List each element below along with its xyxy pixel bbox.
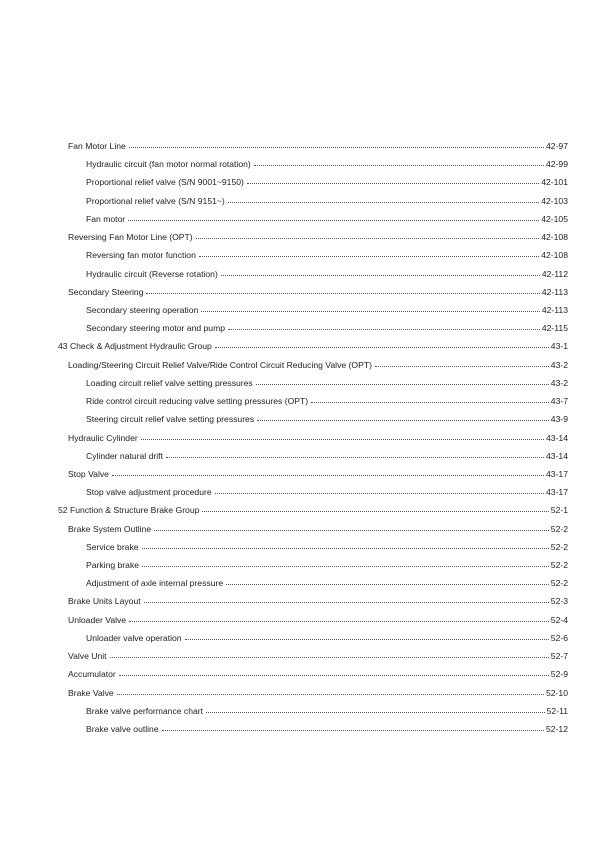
toc-entry-page-number: 43-2 — [550, 377, 568, 388]
toc-entry-title: Secondary steering operation — [86, 304, 199, 315]
dot-leader — [110, 649, 549, 659]
dot-leader — [247, 175, 539, 185]
toc-entry-title: Fan Motor Line — [68, 141, 126, 151]
toc-entry-page-number: 52-7 — [550, 651, 568, 662]
toc-entry — [0, 629, 596, 647]
toc-entry-page-number: 42-101 — [541, 177, 568, 188]
toc-entry-title: Loading/Steering Circuit Relief Valve/Ride Control Circuit Reducing Valve (OPT) — [68, 359, 372, 370]
toc-entry-page-number: 42-113 — [541, 304, 568, 315]
dot-leader — [144, 594, 549, 604]
toc-entry-title: Secondary steering motor and pump — [86, 323, 226, 334]
toc-entry-page-number: 52-4 — [550, 614, 568, 625]
dot-leader — [196, 230, 540, 240]
toc-entry — [0, 647, 596, 665]
toc-entry — [0, 556, 596, 574]
dot-leader — [154, 522, 549, 532]
toc-entry-page-number: 43-1 — [550, 341, 568, 352]
toc-entry — [0, 173, 596, 191]
toc-entry-page-number: 52-3 — [550, 596, 568, 607]
toc-entry-page-number: 43-17 — [546, 487, 568, 498]
toc-entry-title: Unloader valve operation — [86, 632, 182, 643]
toc-entry-title: Hydraulic circuit (Reverse rotation) — [86, 268, 218, 279]
toc-entry — [0, 592, 596, 610]
toc-entry-page-number: 42-99 — [546, 159, 568, 170]
dot-leader — [375, 358, 549, 368]
toc-entry-page-number: 43-2 — [550, 359, 568, 370]
dot-leader — [142, 540, 549, 550]
dot-leader — [228, 321, 540, 331]
dot-leader — [166, 449, 544, 459]
toc-entry — [0, 665, 596, 683]
toc-entry-title: Brake valve performance chart — [86, 705, 204, 716]
toc-entry — [0, 337, 596, 355]
toc-entry-title: Parking brake — [86, 560, 140, 571]
dot-leader — [311, 394, 549, 404]
toc-entry-page-number: 43-14 — [546, 432, 568, 443]
toc-entry-page-number: 42-115 — [541, 323, 568, 334]
dot-leader — [215, 339, 549, 349]
toc-entry-page-number: 52-11 — [546, 705, 568, 716]
dot-leader — [215, 485, 544, 495]
toc-entry — [0, 192, 596, 210]
dot-leader — [202, 503, 548, 513]
toc-entry-page-number: 52-2 — [550, 541, 568, 552]
dot-leader — [185, 631, 549, 641]
dot-leader — [228, 194, 539, 204]
dot-leader — [226, 576, 549, 586]
toc-entry — [0, 155, 596, 173]
toc-entry-title: Steering circuit relief valve setting pressures — [86, 414, 255, 425]
toc-entry-title: Reversing fan motor function — [86, 250, 196, 261]
toc-entry-page-number: 52-2 — [550, 578, 568, 589]
toc-entry-title: Hydraulic circuit (fan motor normal rotation) — [86, 159, 251, 170]
toc-entry-page-number: 42-105 — [541, 213, 568, 224]
toc-entry-page-number: 52-2 — [550, 560, 568, 571]
toc-entry — [0, 265, 596, 283]
toc-entry-page-number: 52-9 — [550, 669, 568, 680]
dot-leader — [257, 412, 549, 422]
toc-entry-page-number: 42-108 — [541, 250, 568, 261]
toc-entry — [0, 246, 596, 264]
toc-entry-page-number: 43-7 — [550, 396, 568, 407]
dot-leader — [112, 467, 544, 477]
toc-entry-title: Fan motor — [86, 213, 126, 224]
toc-entry-title: Brake valve outline — [86, 724, 159, 734]
toc-entry — [0, 301, 596, 319]
toc-entry — [0, 283, 596, 301]
toc-entry-title: Brake System Outline — [68, 523, 152, 534]
toc-entry-title: Reversing Fan Motor Line (OPT) — [68, 232, 193, 243]
toc-entry — [0, 684, 596, 702]
toc-entry-title: 52 Function & Structure Brake Group — [58, 505, 200, 516]
toc-entry — [0, 137, 596, 155]
toc-entry-title: Loading circuit relief valve setting pressures — [86, 377, 253, 388]
dot-leader — [128, 212, 539, 222]
toc-entry-page-number: 52-1 — [550, 505, 568, 516]
toc-entry-title: Proportional relief valve (S/N 9001~9150) — [86, 177, 244, 188]
dot-leader — [162, 722, 544, 732]
toc-entry-title: Brake Units Layout — [68, 596, 141, 607]
toc-entry — [0, 574, 596, 592]
toc-entry — [0, 374, 596, 392]
toc-entry-page-number: 52-2 — [550, 523, 568, 534]
toc-entry-page-number: 42-113 — [541, 286, 568, 297]
toc-entry — [0, 210, 596, 228]
toc-entry-title: Service brake — [86, 541, 139, 552]
toc-entry-title: Stop valve adjustment procedure — [86, 487, 212, 498]
dot-leader — [199, 248, 539, 258]
toc-entry-title: Stop Valve — [68, 468, 109, 479]
toc-entry-title: Brake Valve — [68, 687, 114, 698]
dot-leader — [141, 431, 544, 441]
toc-entry — [0, 319, 596, 337]
dot-leader — [142, 558, 549, 568]
toc-entry-title: Valve Unit — [68, 651, 107, 662]
dot-leader — [206, 704, 545, 714]
toc-entry — [0, 538, 596, 556]
toc-entry — [0, 611, 596, 629]
table-of-contents — [0, 137, 596, 738]
toc-entry-title: 43 Check & Adjustment Hydraulic Group — [58, 341, 212, 352]
dot-leader — [221, 267, 540, 277]
toc-entry — [0, 483, 596, 501]
toc-entry-page-number: 52-10 — [546, 687, 568, 698]
dot-leader — [256, 376, 549, 386]
toc-entry-title: Ride control circuit reducing valve setting pressures (OPT) — [86, 396, 309, 407]
toc-entry-page-number: 52-12 — [546, 724, 568, 734]
toc-entry-title: Adjustment of axle internal pressure — [86, 578, 224, 589]
dot-leader — [254, 157, 544, 167]
dot-leader — [201, 303, 540, 313]
toc-entry-page-number: 42-103 — [541, 195, 568, 206]
toc-entry-page-number: 43-9 — [550, 414, 568, 425]
toc-entry — [0, 520, 596, 538]
toc-entry — [0, 720, 596, 738]
dot-leader — [129, 139, 544, 149]
toc-entry-page-number: 43-14 — [546, 450, 568, 461]
toc-entry-title: Unloader Valve — [68, 614, 127, 625]
toc-entry-title: Proportional relief valve (S/N 9151~) — [86, 195, 225, 206]
toc-entry — [0, 410, 596, 428]
toc-entry — [0, 447, 596, 465]
toc-entry-page-number: 42-112 — [541, 268, 568, 279]
toc-entry-page-number: 42-97 — [546, 141, 568, 151]
toc-entry-page-number: 43-17 — [546, 468, 568, 479]
toc-entry-page-number: 42-108 — [541, 232, 568, 243]
toc-entry — [0, 356, 596, 374]
toc-entry — [0, 228, 596, 246]
toc-entry-title: Hydraulic Cylinder — [68, 432, 138, 443]
toc-entry-title: Cylinder natural drift — [86, 450, 163, 461]
toc-entry-title: Accumulator — [68, 669, 116, 680]
dot-leader — [146, 285, 539, 295]
toc-entry-title: Secondary Steering — [68, 286, 144, 297]
toc-entry — [0, 429, 596, 447]
toc-entry — [0, 465, 596, 483]
dot-leader — [119, 667, 549, 677]
toc-entry — [0, 392, 596, 410]
dot-leader — [129, 613, 549, 623]
toc-entry-page-number: 52-6 — [550, 632, 568, 643]
toc-entry — [0, 702, 596, 720]
toc-entry — [0, 501, 596, 519]
dot-leader — [117, 686, 544, 696]
